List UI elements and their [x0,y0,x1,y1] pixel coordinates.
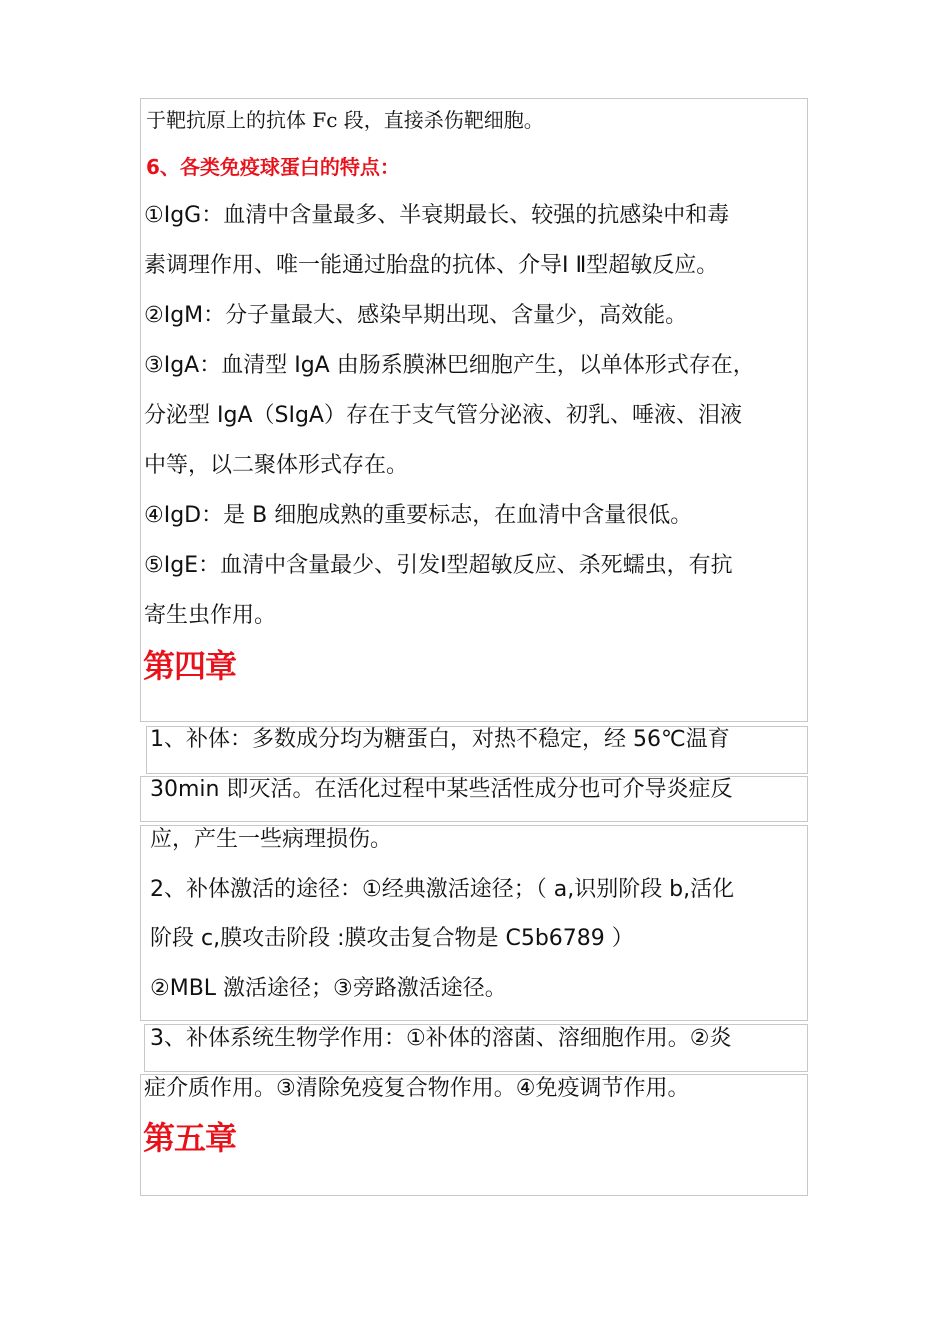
paragraph-line: ③IgA：血清型 IgA 由肠系膜淋巴细胞产生，以单体形式存在， [144,353,755,378]
paragraph-line: 症介质作用。③清除免疫复合物作用。④免疫调节作用。 [144,1076,690,1101]
paragraph-line: 30min 即灭活。在活化过程中某些活性成分也可介导炎症反 [150,777,733,802]
chapter-heading: 第五章 [143,1119,237,1157]
paragraph-line: 阶段 c,膜攻击阶段 :膜攻击复合物是 C5b6789 ） [150,926,634,951]
paragraph-line: 素调理作用、唯一能通过胎盘的抗体、介导Ⅰ Ⅱ型超敏反应。 [144,253,719,278]
section-heading: 6、各类免疫球蛋白的特点： [146,155,400,179]
chapter-heading: 第四章 [143,647,237,685]
paragraph-line: 分泌型 IgA（SIgA）存在于支气管分泌液、初乳、唾液、泪液 [144,403,742,428]
paragraph-line: ⑤IgE：血清中含量最少、引发Ⅰ型超敏反应、杀死蠕虫，有抗 [144,553,733,578]
paragraph-line: ②IgM：分子量最大、感染早期出现、含量少，高效能。 [144,303,688,328]
paragraph-line: ②MBL 激活途径；③旁路激活途径。 [150,976,507,1001]
paragraph-line: 中等，以二聚体形式存在。 [144,453,409,478]
paragraph-line: 1、补体：多数成分均为糖蛋白，对热不稳定，经 56℃温育 [150,727,730,752]
paragraph-line: 寄生虫作用。 [144,603,277,628]
paragraph-line: ④IgD：是 B 细胞成熟的重要标志，在血清中含量很低。 [144,503,693,528]
continuation-line: 于靶抗原上的抗体 Fc 段，直接杀伤靶细胞。 [146,108,544,132]
paragraph-line: 应，产生一些病理损伤。 [150,827,393,852]
paragraph-line: 2、补体激活的途径：①经典激活途径；（ a,识别阶段 b,活化 [150,877,735,902]
paragraph-line: 3、补体系统生物学作用：①补体的溶菌、溶细胞作用。②炎 [150,1026,732,1051]
paragraph-line: ①IgG：血清中含量最多、半衰期最长、较强的抗感染中和毒 [144,203,730,228]
